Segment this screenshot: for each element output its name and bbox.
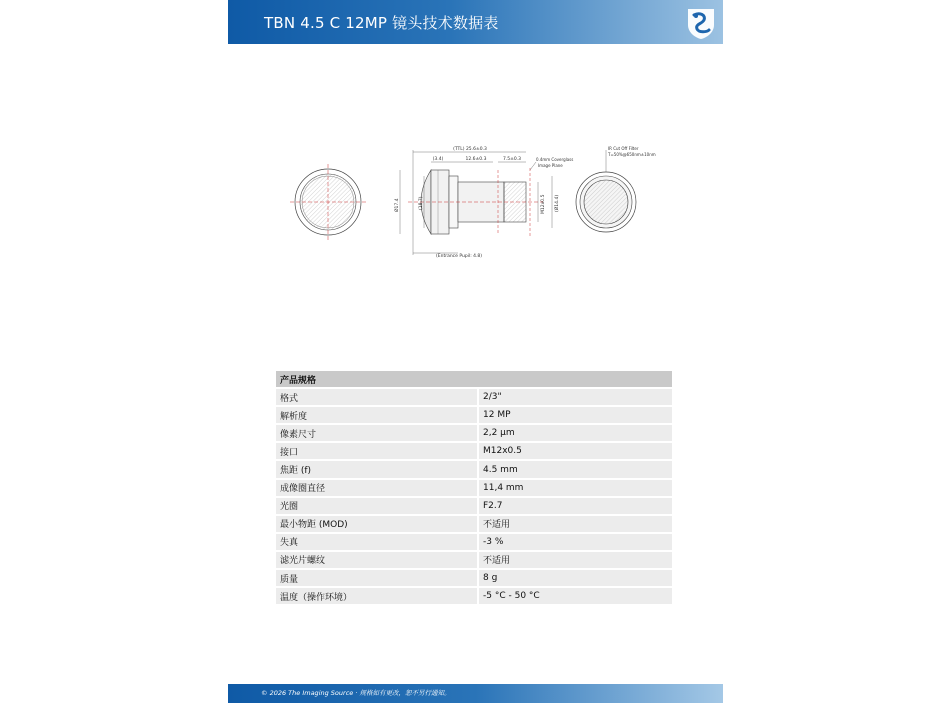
company-logo-icon bbox=[682, 3, 720, 41]
thread-spec: M12x0.5 bbox=[541, 194, 546, 214]
side-view bbox=[393, 146, 573, 259]
ir-filter-note: IR Cut Off Filter bbox=[608, 146, 639, 151]
coverglass-note: 0.4mm Coverglass bbox=[536, 157, 574, 162]
spec-value: F2.7 bbox=[478, 497, 672, 515]
front-diameter: Ø17.4 bbox=[395, 198, 400, 212]
spec-key: 光圈 bbox=[276, 497, 478, 515]
rear-view bbox=[576, 146, 656, 232]
table-row bbox=[276, 587, 672, 605]
spec-value: 不适用 bbox=[478, 515, 672, 533]
spec-key: 温度（操作环境） bbox=[276, 587, 478, 605]
page-title: TBN 4.5 C 12MP 镜头技术数据表 bbox=[264, 14, 499, 32]
rear-diameter: (Ø14.4) bbox=[555, 194, 560, 212]
ir-filter-spec: T=50%@650nm±10nm bbox=[608, 152, 656, 157]
spec-key: 格式 bbox=[276, 388, 478, 406]
table-row bbox=[276, 515, 672, 533]
spec-table-heading-row bbox=[276, 371, 672, 388]
spec-value: 2,2 µm bbox=[478, 424, 672, 442]
spec-value: 2/3" bbox=[478, 388, 672, 406]
table-row bbox=[276, 424, 672, 442]
spec-key: 质量 bbox=[276, 569, 478, 587]
dim-7-5: 7.5±0.3 bbox=[502, 157, 522, 162]
spec-key: 滤光片螺纹 bbox=[276, 551, 478, 569]
table-row bbox=[276, 388, 672, 406]
spec-key: 接口 bbox=[276, 442, 478, 460]
datasheet-page bbox=[228, 0, 723, 703]
spec-table-heading: 产品规格 bbox=[276, 371, 672, 388]
spec-key: 最小物距 (MOD) bbox=[276, 515, 478, 533]
table-row bbox=[276, 460, 672, 478]
spec-value: 8 g bbox=[478, 569, 672, 587]
lens-technical-drawing bbox=[268, 140, 683, 265]
spec-key: 失真 bbox=[276, 533, 478, 551]
table-row bbox=[276, 442, 672, 460]
footer-text: © 2026 The Imaging Source · 规格如有更改，恕不另行通知。 bbox=[261, 689, 451, 697]
table-row bbox=[276, 497, 672, 515]
spec-key: 成像圈直径 bbox=[276, 479, 478, 497]
spec-key: 解析度 bbox=[276, 406, 478, 424]
header-banner bbox=[228, 0, 723, 44]
footer-banner bbox=[228, 684, 723, 703]
spec-table bbox=[276, 371, 672, 606]
table-row bbox=[276, 479, 672, 497]
spec-value: 12 MP bbox=[478, 406, 672, 424]
entrance-pupil-dimension: (Entrance Pupil: 4.8) bbox=[436, 254, 483, 259]
spec-value: 4.5 mm bbox=[478, 460, 672, 478]
spec-value: M12x0.5 bbox=[478, 442, 672, 460]
dim-3-4: (3.4) bbox=[432, 157, 444, 162]
ttl-dimension: (TTL) 25.6±0.3 bbox=[453, 147, 487, 152]
spec-value: 不适用 bbox=[478, 551, 672, 569]
inner-diameter: (18.7) bbox=[419, 196, 424, 210]
spec-key: 焦距 (f) bbox=[276, 460, 478, 478]
table-row bbox=[276, 406, 672, 424]
front-view bbox=[290, 164, 366, 240]
spec-value: 11,4 mm bbox=[478, 479, 672, 497]
table-row bbox=[276, 533, 672, 551]
spec-value: -3 % bbox=[478, 533, 672, 551]
image-plane-note: Image Plane bbox=[538, 163, 563, 168]
spec-key: 像素尺寸 bbox=[276, 424, 478, 442]
dim-12-6: 12.6±0.3 bbox=[465, 157, 487, 162]
table-row bbox=[276, 569, 672, 587]
spec-value: -5 °C - 50 °C bbox=[478, 587, 672, 605]
table-row bbox=[276, 551, 672, 569]
